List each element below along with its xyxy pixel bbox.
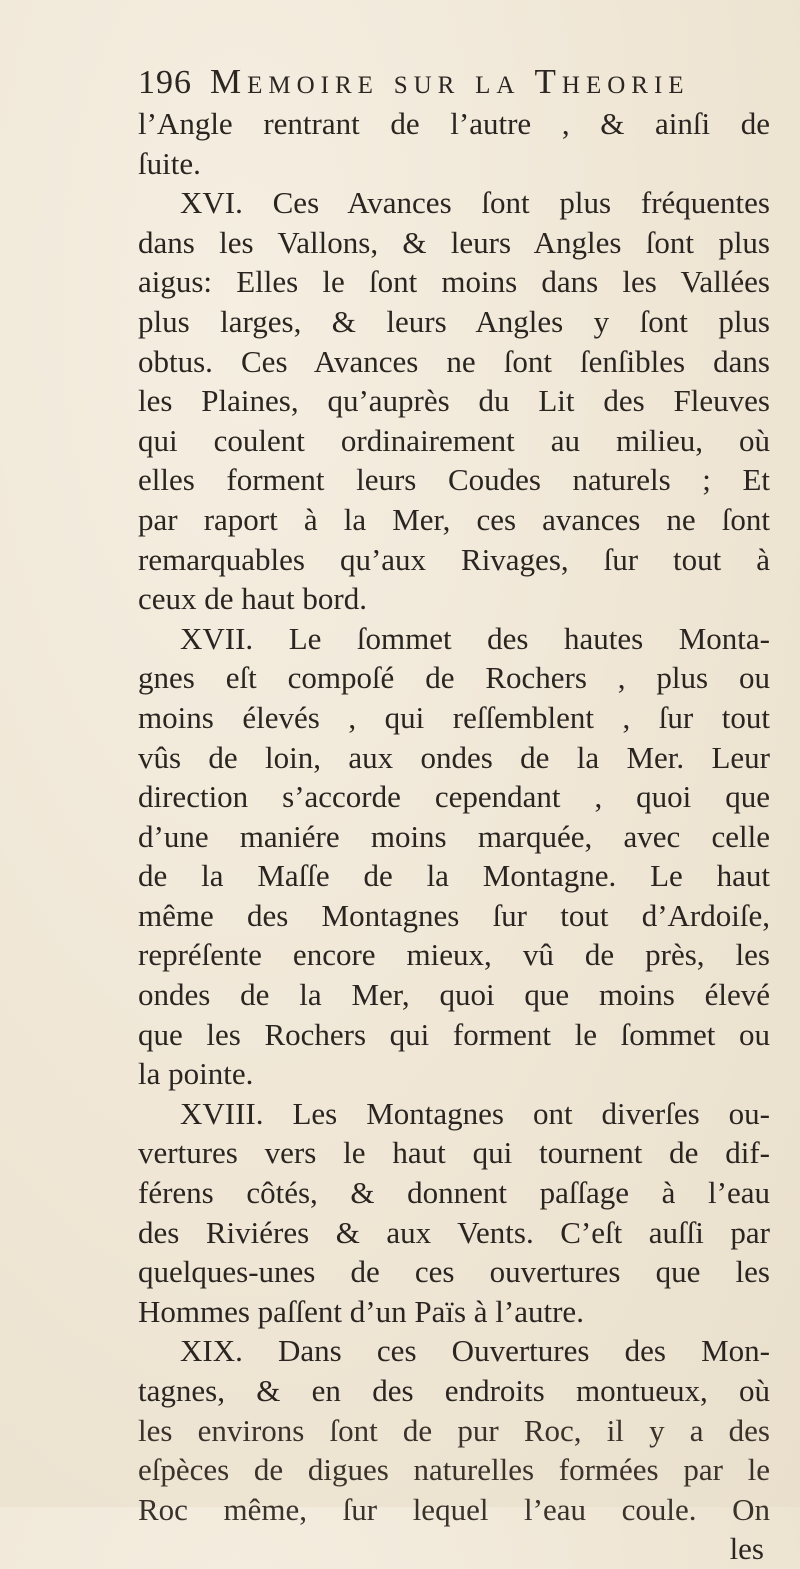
text-line: eſpèces de digues naturelles formées par le	[138, 1452, 770, 1488]
text-line: férens côtés, & donnent paſſage à l’eau	[138, 1175, 770, 1211]
text-line: même des Montagnes ſur tout d’Ardoiſe,	[138, 897, 770, 933]
text-line: qui coulent ordinairement au milieu, où	[138, 422, 770, 458]
text-line: vûs de loin, aux ondes de la Mer. Leur	[138, 739, 770, 775]
text-line: Roc même, ſur lequel l’eau coule. On	[138, 1491, 770, 1527]
text-line: la pointe.	[138, 1056, 254, 1092]
body-text	[138, 104, 770, 1569]
paragraph-start-xix: XIX. Dans ces Ouvertures des Mon-	[180, 1333, 770, 1369]
paragraph-start-xviii: XVIII. Les Montagnes ont diverſes ou-	[180, 1095, 770, 1131]
paragraph-start-xvii: XVII. Le ſommet des hautes Monta-	[180, 620, 770, 656]
text-line: les environs ſont de pur Roc, il y a des	[138, 1412, 770, 1448]
text-line: elles forment leurs Coudes naturels ; Et	[138, 462, 770, 498]
catchword: les	[729, 1531, 764, 1567]
paragraph-start-xvi: XVI. Ces Avances ſont plus fréquentes	[180, 185, 770, 221]
text-line: les Plaines, qu’auprès du Lit des Fleuves	[138, 383, 770, 419]
text-line: des Riviéres & aux Vents. C’eſt auſſi par	[138, 1214, 770, 1250]
text-line: de la Maſſe de la Montagne. Le haut	[138, 858, 770, 894]
text-line: obtus. Ces Avances ne ſont ſenſibles dans	[138, 343, 770, 379]
text-line: gnes eſt compoſé de Rochers , plus ou	[138, 660, 770, 696]
text-line: d’une maniére moins marquée, avec celle	[138, 818, 770, 854]
text-line: repréſente encore mieux, vû de près, les	[138, 937, 770, 973]
text-line: remarquables qu’aux Rivages, ſur tout à	[138, 541, 770, 577]
text-line: tagnes, & en des endroits montueux, où	[138, 1373, 770, 1408]
text-line: ſuite.	[138, 145, 201, 181]
text-line: aigus: Elles le ſont moins dans les Vallées	[138, 264, 770, 300]
running-title: Memoire sur la Theorie	[210, 62, 690, 101]
text-line: Hommes paſſent d’un Païs à l’autre.	[138, 1293, 584, 1329]
page-number: 196	[138, 64, 192, 101]
text-line: par raport à la Mer, ces avances ne ſont	[138, 501, 770, 537]
text-line: ceux de haut bord.	[138, 581, 367, 617]
text-line: quelques-unes de ces ouvertures que les	[138, 1254, 770, 1290]
text-line: l’Angle rentrant de l’autre , & ainſi de	[138, 106, 770, 141]
text-line: dans les Vallons, & leurs Angles ſont plus	[138, 224, 770, 260]
text-line: direction s’accorde cependant , quoi que	[138, 779, 770, 815]
text-line: plus larges, & leurs Angles y ſont plus	[138, 303, 770, 339]
text-line: moins élevés , qui reſſemblent , ſur tout	[138, 699, 770, 735]
text-line: vertures vers le haut qui tournent de dif-	[138, 1135, 770, 1171]
text-line: ondes de la Mer, quoi que moins élevé	[138, 977, 770, 1013]
text-line: que les Rochers qui forment le ſommet ou	[138, 1016, 770, 1052]
